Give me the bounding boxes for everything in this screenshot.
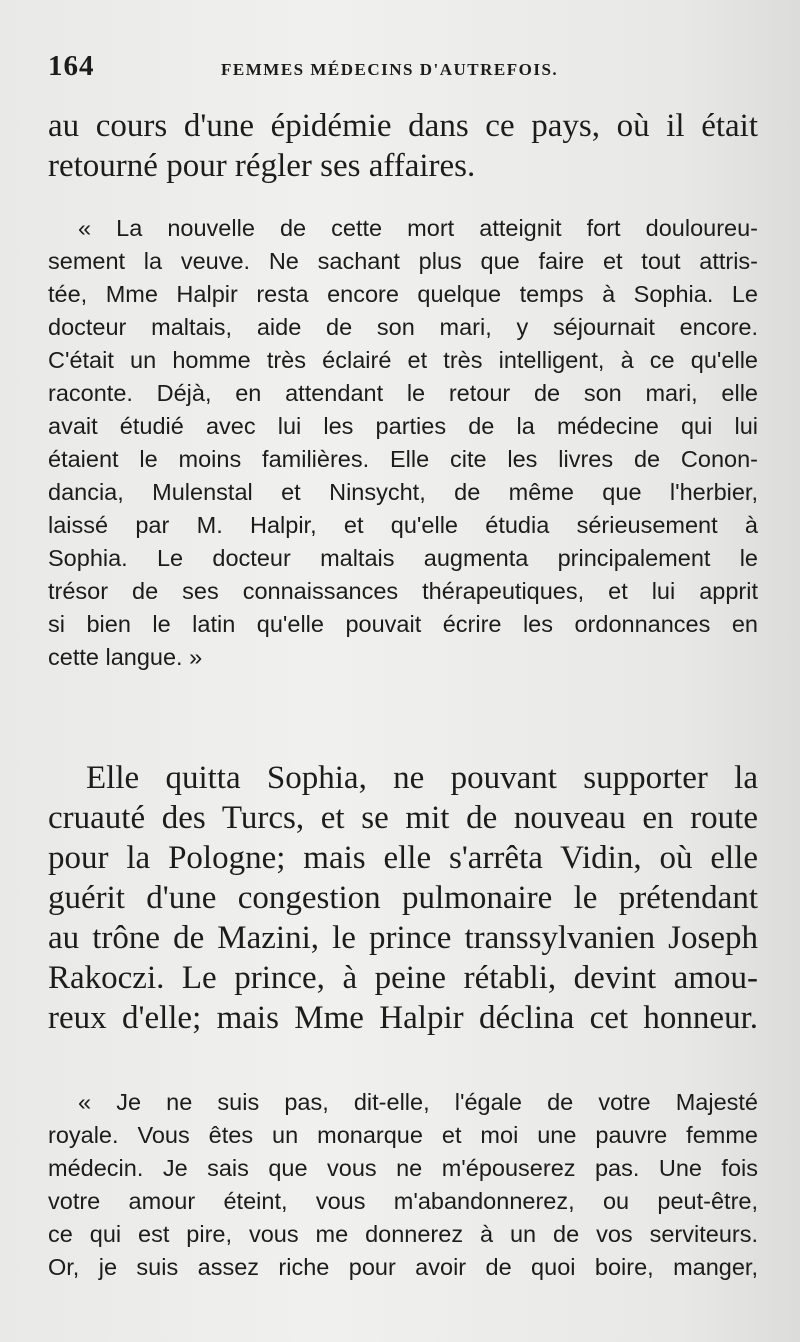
text-line: Sophia. Le docteur maltais augmenta principalement le (48, 545, 758, 571)
text-line: étaient le moins familières. Elle cite les livres de Conon- (48, 446, 758, 472)
text-line: docteur maltais, aide de son mari, y séjournait encore. (48, 314, 758, 340)
page-header (48, 50, 758, 86)
paragraph-continuation (48, 106, 758, 186)
text-line: retourné pour régler ses affaires. (48, 148, 476, 184)
text-line: votre amour éteint, vous m'abandonnerez, ou peut-être, (48, 1188, 758, 1214)
text-line: guérit d'une congestion pulmonaire le prétendant (48, 880, 758, 916)
text-line: Or, je suis assez riche pour avoir de quoi boire, manger, (48, 1254, 758, 1280)
text-line: reux d'elle; mais Mme Halpir déclina cet honneur. (48, 1000, 758, 1036)
text-line: cruauté des Turcs, et se mit de nouveau en route (48, 800, 758, 836)
text-line: laissé par M. Halpir, et qu'elle étudia sérieusement à (48, 512, 758, 538)
text-line: « Je ne suis pas, dit-elle, l'égale de votre Majesté (78, 1089, 758, 1115)
quoted-paragraph (48, 212, 758, 674)
text-line: si bien le latin qu'elle pouvait écrire les ordonnances en (48, 611, 758, 637)
text-line: au cours d'une épidémie dans ce pays, où il était (48, 108, 758, 144)
page-number: 164 (48, 50, 95, 82)
paragraph (48, 758, 758, 1038)
quoted-paragraph (48, 1086, 758, 1284)
text-line: Rakoczi. Le prince, à peine rétabli, devint amou- (48, 960, 758, 996)
running-title: FEMMES MÉDECINS D'AUTREFOIS. (221, 60, 559, 79)
text-line: ce qui est pire, vous me donnerez à un de vos serviteurs. (48, 1221, 758, 1247)
text-line: dancia, Mulenstal et Ninsycht, de même que l'herbier, (48, 479, 758, 505)
text-line: C'était un homme très éclairé et très intelligent, à ce qu'elle (48, 347, 758, 373)
text-line: sement la veuve. Ne sachant plus que faire et tout attris- (48, 248, 758, 274)
text-line: avait étudié avec lui les parties de la médecine qui lui (48, 413, 758, 439)
text-line: trésor de ses connaissances thérapeutiques, et lui apprit (48, 578, 758, 604)
text-line: pour la Pologne; mais elle s'arrêta Vidin, où elle (48, 840, 758, 876)
text-line: tée, Mme Halpir resta encore quelque temps à Sophia. Le (48, 281, 758, 307)
text-line: royale. Vous êtes un monarque et moi une pauvre femme (48, 1122, 758, 1148)
text-line: Elle quitta Sophia, ne pouvant supporter la (86, 760, 758, 796)
text-line: cette langue. » (48, 644, 203, 670)
text-line: au trône de Mazini, le prince transsylvanien Joseph (48, 920, 758, 956)
text-line: « La nouvelle de cette mort atteignit fort douloureu- (78, 215, 758, 241)
text-line: médecin. Je sais que vous ne m'épouserez pas. Une fois (48, 1155, 758, 1181)
text-line: raconte. Déjà, en attendant le retour de son mari, elle (48, 380, 758, 406)
